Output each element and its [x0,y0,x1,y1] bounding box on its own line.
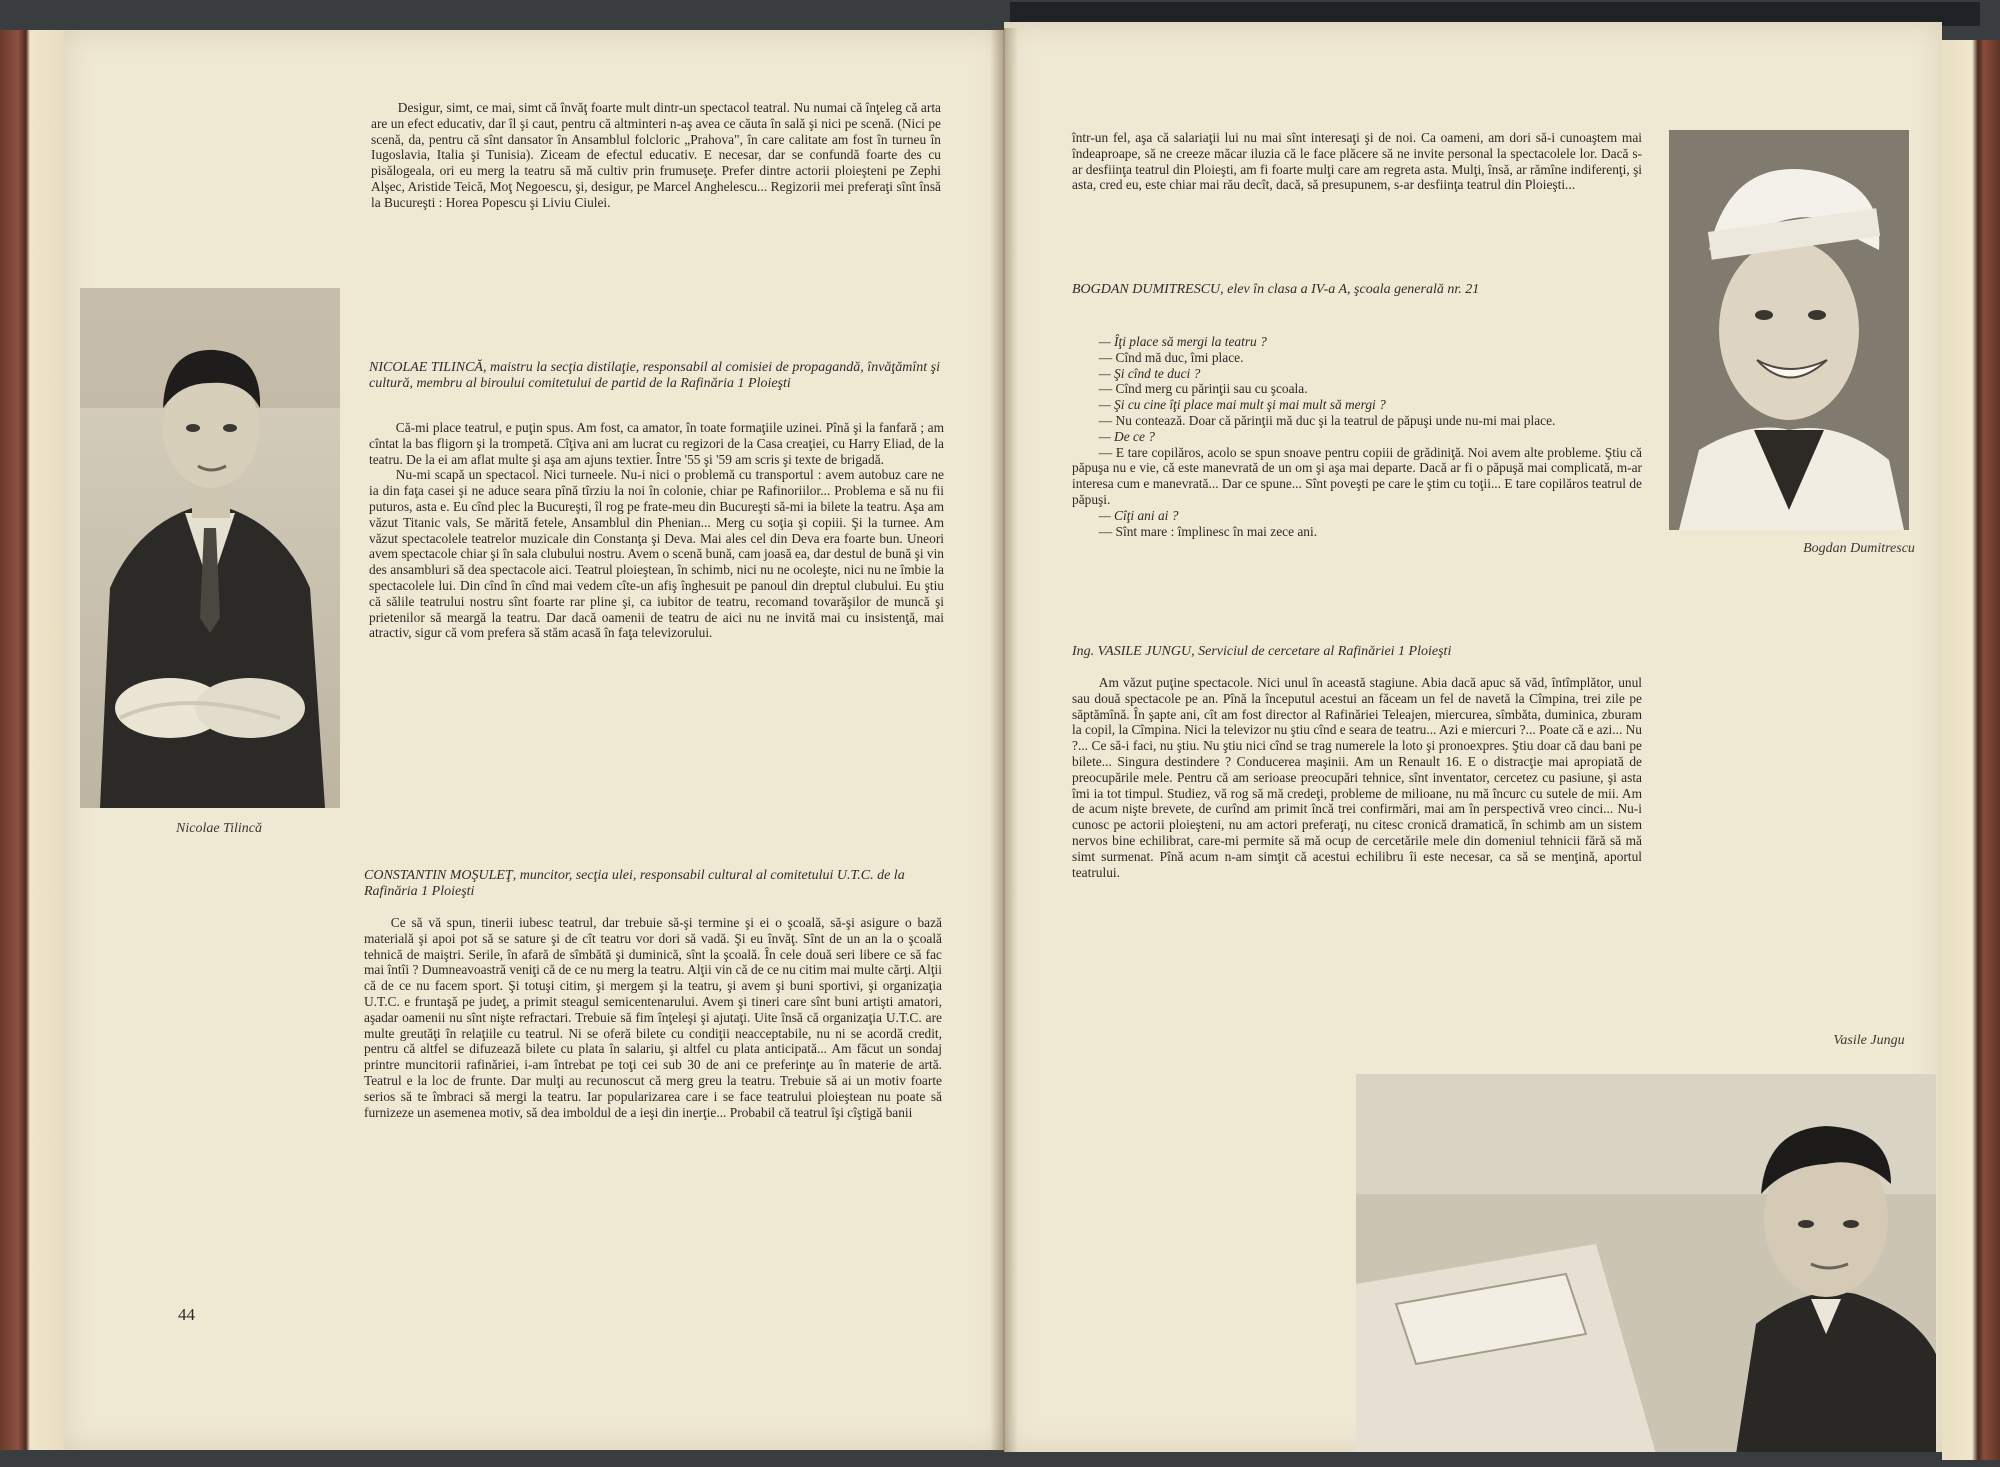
caption-nicolae-tilinca [164,820,274,837]
portrait-man-suit-icon [80,288,340,808]
dialog-answer: — E tare copilăros, acolo se spun snoave pentru copiii de grădiniţă. Noi avem alte probleme. Ştiu că păpuşa nu e vie, că este manevrată de un om şi aşa mai departe. Dacă ar fi o păpuşă mai complicată, m-ar interesa cum e manevrată... Dar ce spune... Sînt poveşti pe care le ştim cu toţii... E tare copilăros teatrul de păpuşi. [1072,444,1642,507]
dialog-answer: — Cînd mă duc, îmi place. [1098,349,1244,365]
dialog-answer: — Nu contează. Doar că părinţii mă duc şi la teatrul de păpuşi unde nu-mi mai place. [1098,412,1556,428]
left-page [64,30,1004,1450]
book-gutter [990,28,1018,1452]
book-edge-right [1942,40,2000,1460]
section-heading-dumitrescu [1072,282,1642,298]
photo-nicolae-tilinca [80,288,340,808]
section-body-mosulet [364,915,942,1120]
page-number: 44 [178,1305,195,1324]
paragraph: Am văzut puţine spectacole. Nici unul în această stagiune. Abia dacă apuc să văd, întîmplător, unul sau două spectacole pe an. Pînă la începutul acestui an făceam un fel de navetă la Cîmpina, trei zile pe săptămînă. În şapte ani, cît am fost director al Rafinăriei Teleajen, miercurea, sîmbăta, duminica, zburam la copil, la Cîmpina. Nici la televizor nu ştiu cînd e seara de teatru... Azi e miercuri ?... Poate că e azi... Nu ?... Ce să-i faci, nu ştiu. Nu ştiu nici cînd se trag numerele la loto şi pronoexpres. Ştiu doar că dau bani pe bilete... Singura destindere ? Conducerea maşinii. Am un Renault 16. E o distracţie mai apropiată de preocupările mele. Pentru că am serioase preocupări tehnice, sînt inventator, cercetez cu pasiune, şi asta îmi ia tot timpul. Studiez, vă rog să mă credeţi, probleme de milioane, nu mă încurc cu sutele de mii. Am de acum nişte brevete, de curînd am primit încă trei confirmări, mai am în perspectivă vreo cinci... Nu-i cunosc pe actorii ploieşteni, nu am actori preferaţi, nu citesc cronică dramatică, în schimb am un sistem nervos bine echilibrat, care-mi permite să mă ocup de cercetările mele din domeniul tehnicii fără să mă simt surmenat. Pînă acum n-am simţit că acestui echilibru îi este necesar, ca să se menţină, aportul teatrului. [1072,675,1643,880]
portrait-man-desk-icon [1356,1074,1936,1452]
paragraph: într-un fel, aşa că salariaţii lui nu mai sînt interesaţi şi de noi. Ca oameni, am dori să-i cunoaştem mai îndeaproape, să ne creeze măcar iluzia că le face plăcere să ne invite personal la spectacolele lor. Dacă s-ar desfiinţa teatrul din Ploieşti, am fi foarte mulţi care am regreta asta. Mulţi, însă, ar rămîne indiferenţi, şi asta, cred eu, este chiar mai rău decît, dacă, să presupunem, s-ar desfiinţa teatrul din Ploieşti... [1072,130,1642,193]
caption-vasile-jungu [1814,1032,1924,1049]
section-heading-tilinca [369,360,944,392]
dialog-question: — Cîţi ani ai ? [1098,507,1179,523]
caption-text: Bogdan Dumitrescu [1803,541,1915,556]
heading-text: CONSTANTIN MOŞULEŢ, muncitor, secţia ulei, responsabil cultural al comitetului U.T.C. de la Rafinăria 1 Ploieşti [364,868,905,899]
dialog-question: — Şi cu cine îţi place mai mult şi mai mult să mergi ? [1098,397,1386,413]
paragraph: Ce să vă spun, tinerii iubesc teatrul, dar trebuie să-şi termine şi ei o şcoală, să-şi asigure o bază materială şi apoi pot să se sature şi de cît teatru vor dori să vadă. Şi eu învăţ. Sînt de un an la o şcoală tehnică de maiştri. Serile, în afară de sîmbătă şi duminică, sînt la şcoală. În cele două seri libere ce să fac mai întîi ? Dumneavoastră veniţi că de ce nu merg la teatru. Alţii vin că de ce nu citim mai multe cărţi. Alţii că de ce nu facem sport. Şi totuşi citim, şi mergem şi la teatru, şi avem şi buni sportivi, şi organizaţia U.T.C. e fruntaşă pe judeţ, a primit steagul semicentenarului. Avem şi tineri care sînt buni artişti amatori, aşadar oamenii nu sînt nişte refractari. Trebuie să fim înţeleşi şi ajutaţi. Uite însă că organizaţia U.T.C. are multe greutăţi în relaţiile cu teatrul. Ni se oferă bilete cu condiţii neacceptabile, nu ni se acordă credit, pentru că altfel se difuzează bilete cu plata în salariu, şi altfel cu plata anticipată... Am făcut un sondaj printre muncitorii rafinăriei, i-am întrebat pe toţi cei sub 30 de ani ce preferinţe au în materie de artă. Teatrul e la loc de frunte. Dar mulţi au recunoscut că merg greu la teatru. Trebuie să ai un motiv foarte serios să te îmbraci să mergi la teatru. Iar popularizarea care i se face teatrului ploieştean nu poate să furnizeze un asemenea motiv, să dea imboldul de a ieşi din inerţie... Probabil că teatrul îşi cîştigă banii [364,915,942,1120]
interview-dialog [1072,334,1642,539]
caption-text: Vasile Jungu [1833,1033,1905,1048]
caption-bogdan-dumitrescu [1794,540,1924,557]
heading-text: Ing. VASILE JUNGU, Serviciul de cercetare al Rafinăriei 1 Ploieşti [1072,644,1452,659]
caption-text: Nicolae Tilincă [176,821,262,836]
photo-vasile-jungu [1356,1074,1936,1452]
dialog-question: — De ce ? [1098,428,1155,444]
section-heading-jungu [1072,644,1642,660]
portrait-boy-pioneer-icon [1669,130,1909,530]
heading-text: NICOLAE TILINCĂ, maistru la secţia distilaţie, responsabil al comisiei de propagandă, învăţămînt şi cultură, membru al biroului comitetului de partid de la Rafinăria 1 Ploieşti [369,360,941,391]
heading-text: BOGDAN DUMITRESCU, elev în clasa a IV-a A, şcoala generală nr. 21 [1072,282,1480,297]
intro-paragraph: Desigur, simt, ce mai, simt că învăţ foarte mult dintr-un spectacol teatral. Nu numai că înţeleg că arta are un efect educativ, dar îl şi caut, pentru că altminteri n-aş avea ce căuta în sală şi nici pe scenă. (Nici pe scenă, da, pentru că sînt dansator în Ansamblul folcloric „Prahova", în care calitate am fost în turneu în Iugoslavia, Italia şi Tunisia). Ziceam de efectul educativ. E necesar, dar se confundă foarte des cu pisălogeala, ori eu merg la teatru să mă cultiv prin frumuseţe. Prefer dintre actorii ploieşteni pe Zephi Alşec, Aristide Teică, Moţ Negoescu, şi, desigur, pe Marcel Anghelescu... Regizorii mei preferaţi sînt însă la Bucureşti : Horea Popescu şi Liviu Ciulei. [371,100,941,210]
right-page [1004,22,1942,1452]
continuation-text [1072,130,1642,193]
dialog-question: — Îţi place să mergi la teatru ? [1098,334,1267,349]
paragraph: Că-mi place teatrul, e puţin spus. Am fost, ca amator, în toate formaţiile uzinei. Pînă şi la fanfară ; am cîntat la bas fligorn şi la trompetă. Cîţiva ani am lucrat cu regizori de la Casa creaţiei, cu Harry Eliad, de la teatru. De la ei am aflat multe şi aşa am ajuns textier. Între '55 şi '59 am scris şi texte de brigadă. [369,420,944,467]
section-body-jungu [1072,675,1642,880]
section-heading-mosulet [364,868,939,900]
section-body-tilinca [369,420,944,641]
intro-text [371,100,941,211]
dialog-question: — Şi cînd te duci ? [1098,365,1201,381]
book-spine-left [0,30,64,1450]
photo-bogdan-dumitrescu [1669,130,1909,530]
dialog-answer: — Sînt mare : împlinesc în mai zece ani. [1098,523,1318,539]
paragraph: Nu-mi scapă un spectacol. Nici turneele. Nu-i nici o problemă cu transportul : avem autobuz care ne ia din faţa casei şi ne aduce seara pînă tîrziu la noi în colonie, chiar pe Rafinoriilor... Problema e să nu fii puturos, asta e. Eu cînd plec la Bucureşti, îl rog pe frate-meu din Bucureşti să-mi ia bilete la teatru. Aşa am văzut Titanic vals, Se mărită fetele, Ansamblul din Phenian... Merg cu soţia şi copiii. Şi la turnee. Am văzut spectacolele teatrelor muzicale din Constanţa şi Deva. Mai ales cel din Deva era foarte bun. Uneori avem spectacole chiar şi în sala clubului nostru. Avem o scenă bună, cam joasă ea, dar destul de bună şi vin des ansambluri să dea spectacole aici. Teatrul ploieştean, în schimb, nici nu ne ocoleşte, nici nu ne îmbie la spectacolele lui. Din cînd în cînd mai vedem cîte-un afiş înghesuit pe panoul din dreptul clubului. Eu ştiu că sălile teatrului nostru sînt foarte rar pline şi, ca iubitor de teatru, recomand tovarăşilor de muncă şi prietenilor să meargă la teatru. Dar dacă oamenii de teatru de aici nu ne invită mai cu insistenţă, mai atractiv, sigur că vom prefera să stăm acasă în faţa televizorului. [369,467,944,641]
dialog-answer: — Cînd merg cu părinţii sau cu şcoala. [1098,381,1308,397]
